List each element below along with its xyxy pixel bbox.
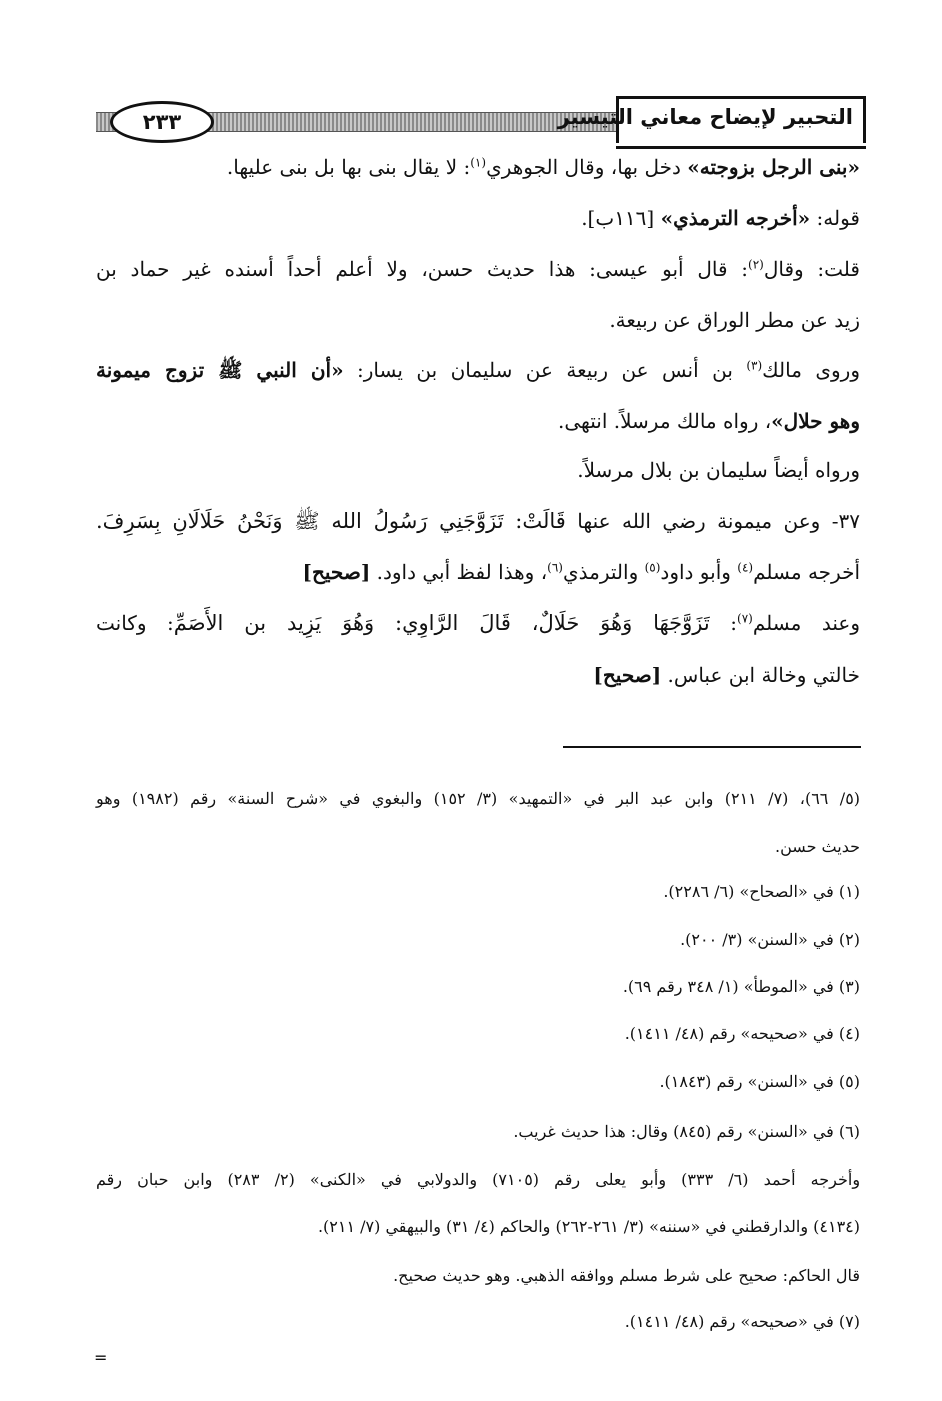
body-line-3 [96,254,860,284]
grade-label: [صحيح] [593,663,662,687]
footnote-2: (٢) في «السنن» (٣/ ٢٠٠). [680,930,860,949]
footnote-1: (١) في «الصحاح» (٦/ ٢٢٨٦). [663,882,860,901]
quoted-term: «بنى الرجل بزوجته» [687,155,860,179]
body-line-5 [96,355,860,385]
footnote-6-extra-2: (٤١٣٤) والدارقطني في «سننه» (٣/ ٢٦١-٢٦٢) والحاكم (٤/ ٣١) والبيهقي (٧/ ٢١١). [317,1217,860,1236]
text: بن أنس عن ربيعة عن سليمان بن يسار: [343,358,747,382]
text: : وكانت [96,611,174,635]
text: : [709,611,738,635]
footnote-continued-end: حديث حسن. [775,837,860,856]
body-line-2 [96,203,860,233]
running-header [96,96,866,154]
footnote-ref: (٤) [737,560,754,575]
footnote-6-extra-3: قال الحاكم: صحيح على شرط مسلم ووافقه الذهبي. وهو حديث صحيح. [393,1266,860,1285]
quoted-hadith: وهو حلال» [771,409,860,433]
text: وروى مالك [762,358,860,382]
footnote-ref: (٣) [746,358,763,373]
text: : لا يقال بنى بها بل بنى عليها. [226,155,471,179]
body-line-11 [96,660,860,690]
footnote-separator [563,746,861,748]
text: خالتي وخالة ابن عباس. [661,663,860,687]
hadith-text: تَزَوَّجَهَا وَهُوَ حَلَالٌ، قَالَ الرَّاوِي: وَهُوَ يَزِيد بن الأَصَمِّ [173,611,710,635]
grade-label: [صحيح] [302,560,371,584]
text: قلت: وقال [763,257,860,281]
footnote-ref: (٦) [547,560,563,575]
body-line-7 [96,455,860,485]
text: زيد عن مطر الوراق عن ربيعة. [609,308,860,332]
footnote-7: (٧) في «صحيحه» رقم (٤٨/ ١٤١١). [624,1312,860,1331]
text: وعند مسلم [752,611,860,635]
body-line-6 [96,406,860,436]
book-title: التحبير لإيضاح معاني التيسير [557,105,853,129]
text: أخرجه مسلم [753,560,860,584]
body-line-10 [96,608,860,638]
text: دخل بها، وقال الجوهري [486,155,688,179]
text: قوله: [810,206,860,230]
hadith-text: قَالَتْ: تَزَوَّجَنِي رَسُولُ الله ﷺ وَنَحْنُ حَلَالَانِ بِسَرِفَ. [96,509,566,533]
footnote-ref: (٥) [644,560,661,575]
footnote-4: (٤) في «صحيحه» رقم (٤٨/ ١٤١١). [624,1024,860,1043]
text: ، وهذا لفظ أبي داود. [370,560,548,584]
book-title-box [557,96,866,143]
text: والترمذي [562,560,645,584]
quoted-hadith: «أن النبي ﷺ تزوج ميمونة [96,358,344,382]
text: وأبو داود [660,560,738,584]
hadith-number: ٣٧- [820,509,860,533]
body-line-1 [96,152,860,182]
footnote-6-extra: وأخرجه أحمد (٦/ ٣٣٣) وأبو يعلى رقم (٧١٠٥) والدولابي في «الكنى» (٢/ ٢٨٣) وابن حبان رقم [96,1170,861,1189]
text: وعن ميمونة رضي الله عنها [565,509,821,533]
body-line-4 [96,305,860,335]
quoted-term: «أخرجه الترمذي» [660,206,811,230]
footnote-ref: (٧) [737,611,753,626]
footnote-ref: (٢) [748,257,764,272]
text: ورواه أيضاً سليمان بن بلال مرسلاً. [577,458,860,482]
body-line-9 [96,557,860,587]
text: ، رواه مالك مرسلاً. انتهى. [557,409,772,433]
footnote-continued: (٥/ ٦٦)، (٧/ ٢١١) وابن عبد البر في «التمهيد» (٣/ ١٥٢) والبغوي في «شرح السنة» رقم (١٩٨٢) وهو [96,789,861,808]
page-number: ٢٣٣ [110,101,214,143]
footnote-3: (٣) في «الموطأ» (١/ ٣٤٨ رقم ٦٩). [622,977,860,996]
text: : قال أبو عيسى: هذا حديث حسن، ولا أعلم أحداً أسنده غير حماد بن [96,257,748,281]
footnote-5: (٥) في «السنن» رقم (١٨٤٣). [659,1072,860,1091]
footnote-6: (٦) في «السنن» رقم (٨٤٥) وقال: هذا حديث غريب. [513,1122,860,1141]
continuation-mark: = [94,1348,108,1367]
body-line-8 [96,506,860,536]
text: [١١٦ب]. [581,206,661,230]
footnote-ref: (١) [470,155,487,170]
